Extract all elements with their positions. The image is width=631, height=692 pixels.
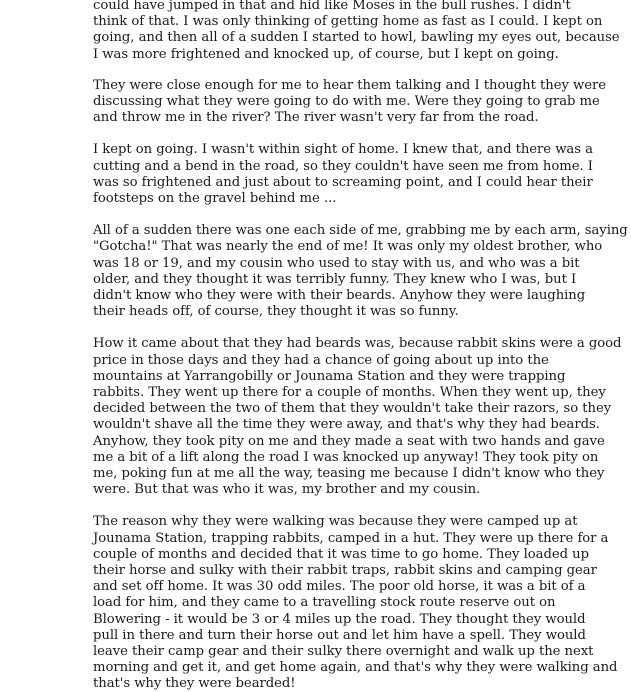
text-line: older, and they thought it was terribly funny. They knew who I was, but I [93,271,577,287]
text-line: could have jumped in that and hid like Moses in the bull rushes. I didn't [93,0,571,13]
text-line: pull in there and turn their horse out and let him have a spell. They would [93,627,586,643]
text-line: didn't know who they were with their beards. Anyhow they were laughing [93,288,586,303]
text-line: and throw me in the river? The river wasn't very far from the road. [93,110,539,126]
text-line: Anyhow, they took pity on me and they made a seat with two hands and gave [93,433,605,449]
text-line: leave their camp gear and their sulky there overnight and walk up the next [93,644,594,659]
text-line: morning and get it, and get home again, and that's why they were walking and [93,660,618,676]
text-line: going, and then all of a sudden I started to howl, bawling my eyes out, because [93,30,620,46]
text-line: Blowering - it would be 3 or 4 miles up the road. They thought they would [93,611,586,627]
text-line: was so frightened and just about to screaming point, and I could hear their [93,174,593,190]
text-line: price in those days and they had a chance of going about up into the [93,352,549,368]
text-line: discussing what they were going to do with me. Were they going to grab me [93,94,600,109]
text-line: were. But that was who it was, my brother and my cousin. [93,482,481,498]
text-line: cutting and a bend in the road, so they couldn't have seen me from home. I [93,158,593,174]
text-line: I was more frightened and knocked up, of course, but I kept on going. [93,46,559,62]
text-line: Jounama Station, trapping rabbits, camped in a hut. They were up there for a [93,530,609,546]
text-line: and set off home. It was 30 odd miles. The poor old horse, it was a bit of a [93,579,586,595]
text-line: They were close enough for me to hear them talking and I thought they were [93,77,606,93]
text-line: me, poking fun at me all the way, teasing me because I didn't know who they [93,466,605,481]
text-line: All of a sudden there was one each side of me, grabbing me by each arm, saying [93,223,628,239]
text-line: load for him, and they came to a travelling stock route reserve out on [93,595,556,611]
text-line: couple of months and decided that it was time to go home. They loaded up [93,546,589,562]
text-line: mountains at Yarrangobilly or Jounama Station and they were trapping [93,368,566,384]
text-line: their heads off, of course, they thought it was so funny. [93,304,459,320]
text-line: I kept on going. I wasn't within sight of home. I knew that, and there was a [93,142,593,158]
text-line: me a bit of a lift along the road I was knocked up anyway! They took pity on [93,449,599,465]
text-line: that's why they were bearded! [93,676,296,692]
text-line: rabbits. They went up there for a couple of months. When they went up, they [93,385,606,400]
text-line: wouldn't shave all the time they were away, and that's why they had beards. [93,417,600,433]
text-line: was 18 or 19, and my cousin who used to stay with us, and who was a bit [93,255,580,271]
text-line: footsteps on the gravel behind me ... [93,191,337,206]
text-line: How it came about that they had beards was, because rabbit skins were a good [93,336,622,352]
text-line: their horse and sulky with their rabbit traps, rabbit skins and camping gear [93,563,597,578]
text-line: "Gotcha!" That was nearly the end of me! It was only my oldest brother, who [93,239,603,255]
text-line: think of that. I was only thinking of getting home as fast as I could. I kept on [93,14,603,30]
text-line: decided between the two of them that they wouldn't take their razors, so they [93,401,612,417]
text-line: The reason why they were walking was because they were camped up at [93,514,578,530]
